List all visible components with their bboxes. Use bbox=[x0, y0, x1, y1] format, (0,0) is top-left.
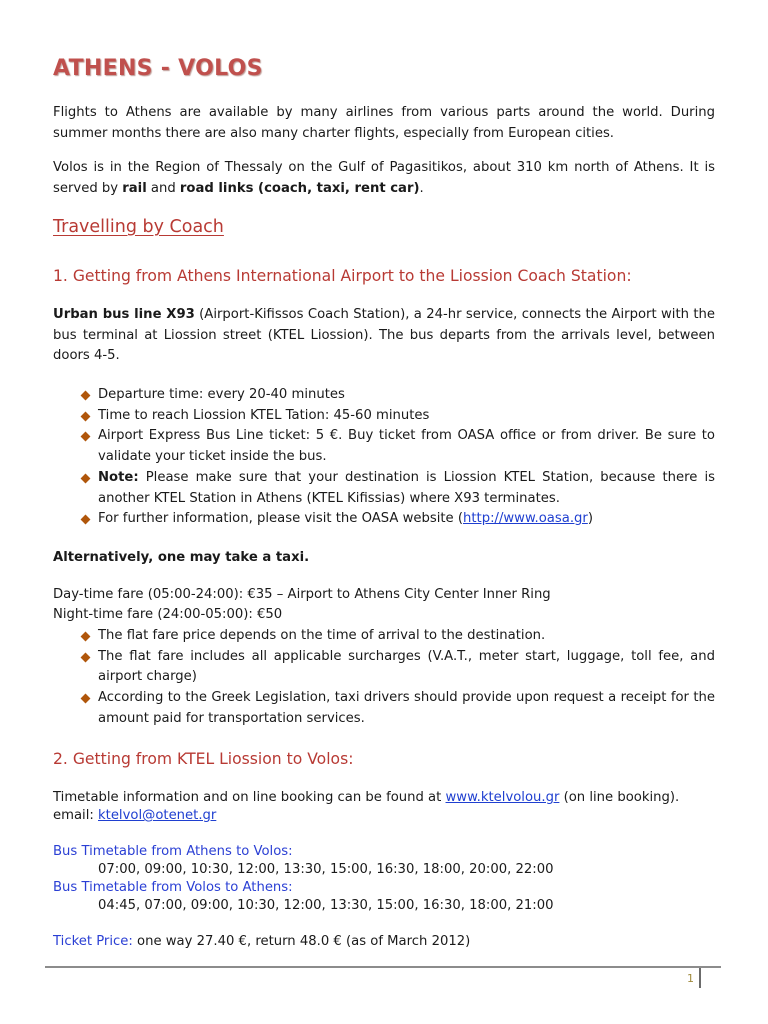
airport-bus-list bbox=[53, 385, 715, 530]
timetable-volos-athens-label: Bus Timetable from Volos to Athens: bbox=[53, 880, 293, 895]
bus-line-name: Urban bus line X93 bbox=[53, 307, 195, 322]
timetable-athens-volos-times: 07:00, 09:00, 10:30, 12:00, 13:30, 15:00, 16:30, 18:00, 20:00, 22:00 bbox=[98, 862, 554, 877]
bullet-diamond-icon bbox=[80, 390, 91, 401]
travel-time-text: Time to reach Liossion KTEL Tation: 45-60 minutes bbox=[98, 407, 430, 423]
departure-time-text: Departure time: every 20-40 minutes bbox=[98, 387, 345, 402]
taxi-heading-text: Alternatively, one may take a taxi. bbox=[53, 550, 310, 565]
bus-line-description: (Airport-Kifissos Coach Station), a 24-hr service, connects the Airport with the bus terminal at Liossion street (KTEL Liossion). The bus departs from the arrivals level, between doors 4-5. bbox=[53, 307, 715, 363]
list-item bbox=[53, 406, 715, 427]
rail-text: rail bbox=[122, 180, 147, 196]
intro-paragraph-flights: Flights to Athens are available by many airlines from various parts around the world. During summer months there are also many charter flights, especially from European cities. bbox=[53, 105, 715, 141]
intro-text: Volos is in the Region of Thessaly on the Gulf of Pagasitikos, about 310 km north of Athens. It is served by bbox=[53, 160, 715, 196]
timetable-athens-volos-label: Bus Timetable from Athens to Volos: bbox=[53, 844, 293, 859]
oasa-website-link[interactable]: http://www.oasa.gr bbox=[463, 511, 588, 527]
ticket-text: Airport Express Bus Line ticket: 5 €. Buy ticket from OASA office or from driver. Be sure to validate your ticket inside the bus. bbox=[98, 428, 715, 465]
bullet-diamond-icon bbox=[80, 431, 91, 442]
section-heading-coach: Travelling by Coach bbox=[53, 217, 224, 237]
email-line bbox=[53, 806, 715, 827]
bullet-diamond-icon bbox=[80, 631, 91, 642]
document-title: ATHENS - VOLOS bbox=[53, 56, 263, 81]
timetable-text: Timetable information and on line booking can be found at bbox=[53, 790, 446, 805]
list-item bbox=[53, 647, 715, 688]
footer-rule bbox=[45, 966, 721, 968]
ticket-price-text: one way 27.40 €, return 48.0 € (as of March 2012) bbox=[132, 934, 471, 949]
ticket-price-line bbox=[53, 932, 715, 953]
email-label: email: bbox=[53, 808, 99, 823]
note-text: Please make sure that your destination is Liossion KTEL Station, because there is another KTEL Station in Athens (KTEL Kifissias) where X93 terminates. bbox=[98, 469, 715, 506]
list-item bbox=[53, 385, 715, 406]
flat-fare-surcharges-text: The flat fare includes all applicable surcharges (V.A.T., meter start, luggage, toll fee, and airport charge) bbox=[98, 648, 715, 685]
list-item bbox=[53, 688, 715, 729]
email-link[interactable]: ktelvol@otenet.gr bbox=[98, 808, 217, 823]
bullet-diamond-icon bbox=[80, 652, 91, 663]
bullet-diamond-icon bbox=[80, 514, 91, 525]
bullet-diamond-icon bbox=[80, 411, 91, 422]
list-item bbox=[53, 509, 715, 530]
ktelvolou-link[interactable]: www.ktelvolou.gr bbox=[445, 790, 560, 805]
taxi-heading bbox=[53, 548, 715, 569]
ticket-price-label: Ticket Price: bbox=[53, 934, 133, 949]
bullet-diamond-icon bbox=[80, 473, 91, 484]
bullet-diamond-icon bbox=[80, 693, 91, 704]
timetable-volos-athens-times: 04:45, 07:00, 09:00, 10:30, 12:00, 13:30, 15:00, 16:30, 18:00, 21:00 bbox=[98, 898, 554, 913]
page-number-bar bbox=[699, 968, 701, 988]
page-number: 1 bbox=[687, 972, 694, 985]
day-fare-text: Day-time fare (05:00-24:00): €35 – Airport to Athens City Center Inner Ring bbox=[53, 587, 551, 602]
list-item bbox=[53, 626, 715, 647]
closing-paren: ) bbox=[587, 511, 593, 527]
period-text: . bbox=[419, 180, 424, 196]
list-item bbox=[53, 426, 715, 467]
taxi-info-list bbox=[53, 626, 715, 730]
note-label: Note: bbox=[98, 469, 139, 485]
list-item bbox=[53, 468, 715, 509]
further-info-text: For further information, please visit the OASA website ( bbox=[98, 511, 463, 527]
bus-x93-paragraph bbox=[53, 305, 715, 367]
step1-heading: 1. Getting from Athens International Airport to the Liossion Coach Station: bbox=[53, 267, 632, 285]
receipt-text: According to the Greek Legislation, taxi drivers should provide upon request a receipt for the amount paid for transportation services. bbox=[98, 690, 715, 726]
night-fare-text: Night-time fare (24:00-05:00): €50 bbox=[53, 607, 283, 622]
online-booking-text: (on line booking). bbox=[559, 790, 680, 805]
road-links-text: road links (coach, taxi, rent car) bbox=[179, 180, 420, 196]
and-text: and bbox=[146, 180, 180, 196]
flat-fare-time-text: The flat fare price depends on the time of arrival to the destination. bbox=[98, 628, 546, 643]
step2-heading: 2. Getting from KTEL Liossion to Volos: bbox=[53, 750, 354, 768]
intro-paragraph-volos bbox=[53, 158, 715, 199]
